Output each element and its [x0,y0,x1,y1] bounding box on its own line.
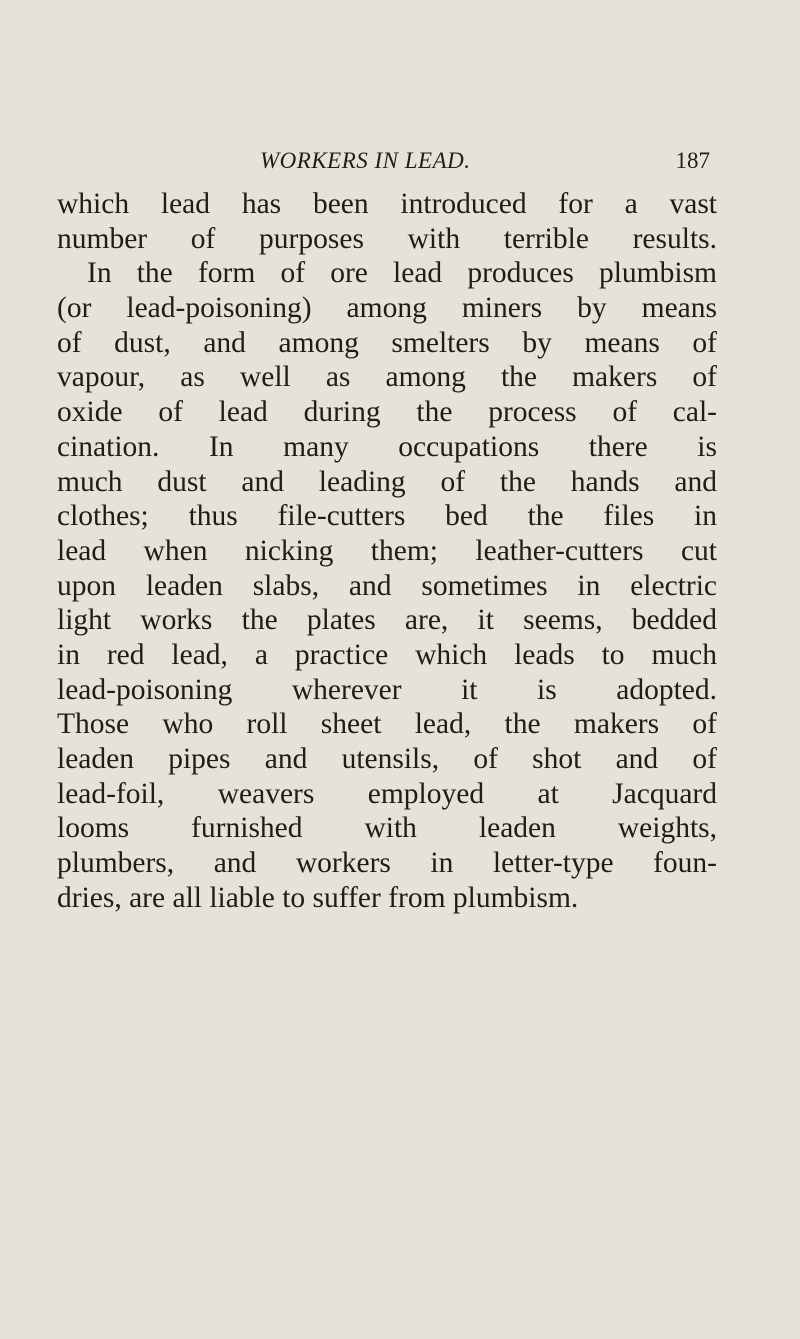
text-line: much dust and leading of the hands and [57,465,717,498]
page-number: 187 [675,148,710,173]
text-line: upon leaden slabs, and sometimes in electric [57,569,717,602]
text-line: leaden pipes and utensils, of shot and of [57,743,717,775]
text-line: which lead has been introduced for a vast [57,188,717,220]
text-line: oxide of lead during the process of cal- [57,396,717,429]
text-line: looms furnished with leaden weights, [57,812,717,845]
running-head-title: WORKERS IN LEAD. [260,148,471,173]
text-line: number of purposes with terrible results. [57,222,717,255]
text-line: lead-foil, weavers employed at Jacquard [57,777,717,810]
text-line: light works the plates are, it seems, bedded [57,604,717,637]
text-line: cination. In many occupations there is [57,430,717,463]
text-line: lead-poisoning wherever it is adopted. [57,673,717,706]
text-line: in red lead, a practice which leads to much [57,638,717,671]
running-head [70,148,710,178]
text-line: plumbers, and workers in letter-type foun- [57,847,717,880]
text-line: Those who roll sheet lead, the makers of [57,708,717,741]
text-line: clothes; thus file-cutters bed the files in [57,500,717,533]
text-line: (or lead-poisoning) among miners by means [57,292,717,325]
text-line: of dust, and among smelters by means of [57,326,717,359]
text-line: dries, are all liable to suffer from plumbism. [57,881,579,914]
body-text [57,187,717,915]
text-line: lead when nicking them; leather-cutters cut [57,534,717,567]
text-line: In the form of ore lead produces plumbism [87,257,717,290]
text-line: vapour, as well as among the makers of [57,361,717,394]
